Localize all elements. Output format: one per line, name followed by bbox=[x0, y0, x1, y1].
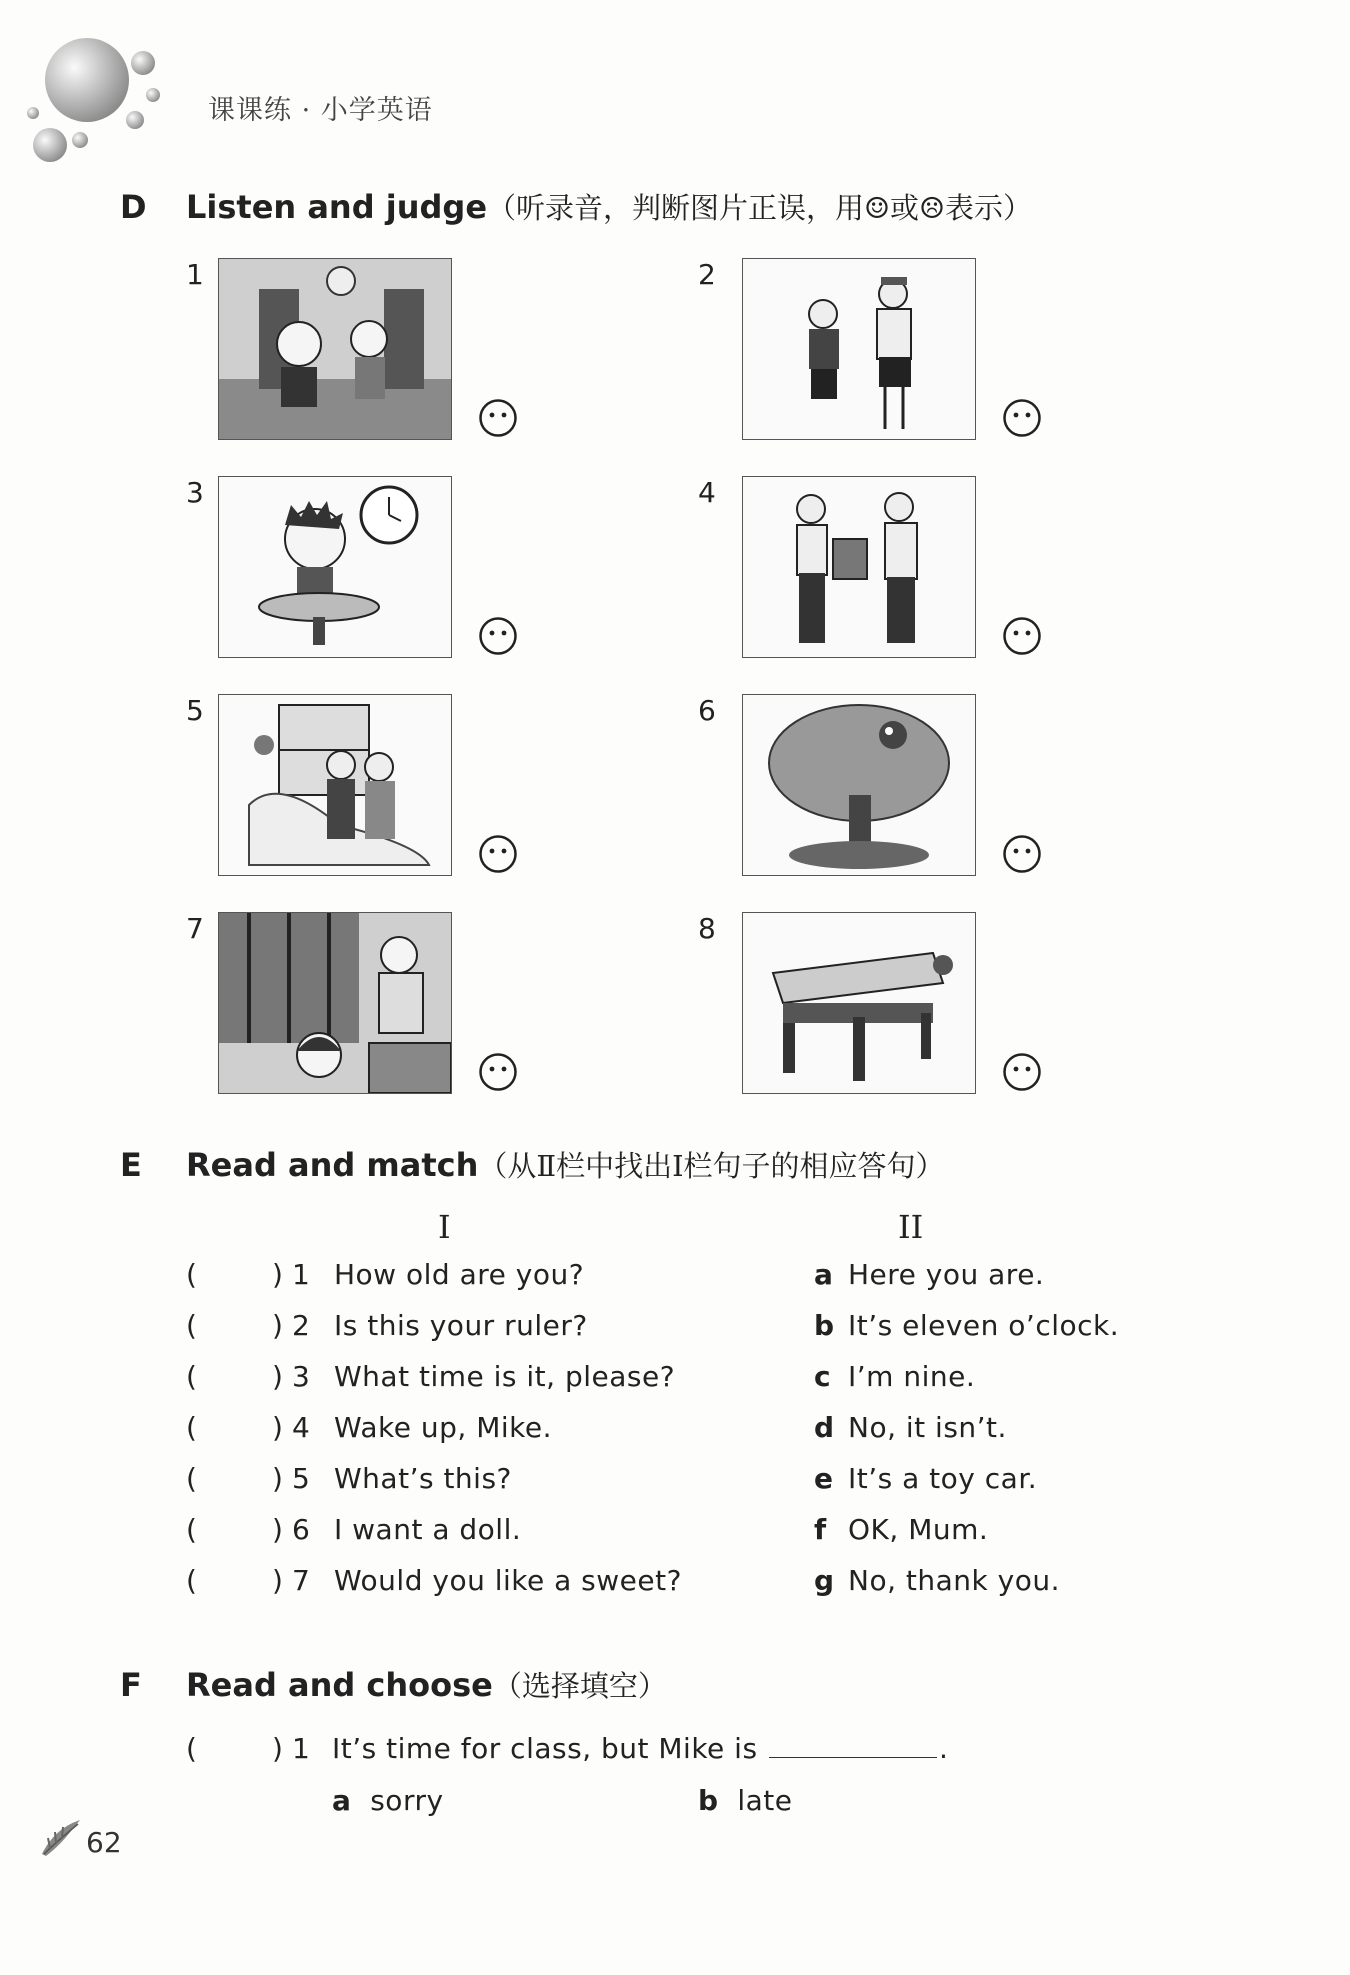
answer-text: No, it isn’t. bbox=[848, 1411, 1007, 1444]
item-number: 6 bbox=[698, 694, 716, 727]
option-text: sorry bbox=[370, 1784, 444, 1817]
face-icon[interactable] bbox=[478, 616, 518, 660]
section-d-title: Listen and judge bbox=[186, 188, 488, 226]
answer-bracket-close: ) bbox=[272, 1564, 284, 1597]
leaf-icon bbox=[40, 1818, 84, 1858]
option-letter: a bbox=[332, 1784, 352, 1817]
item-number: 1 bbox=[186, 258, 204, 291]
question-number: 7 bbox=[292, 1564, 311, 1597]
judge-picture-4 bbox=[742, 476, 976, 658]
answer-text: OK, Mum. bbox=[848, 1513, 989, 1546]
item-number: 4 bbox=[698, 476, 716, 509]
judge-picture-6 bbox=[742, 694, 976, 876]
answer-letter: g bbox=[814, 1564, 835, 1597]
option-text: late bbox=[737, 1784, 793, 1817]
face-icon[interactable] bbox=[478, 398, 518, 442]
question-text: What time is it, please? bbox=[334, 1360, 676, 1393]
section-f-title: Read and choose bbox=[186, 1666, 493, 1704]
section-e-subtitle: （从Ⅱ栏中找出Ⅰ栏句子的相应答句） bbox=[478, 1149, 945, 1183]
answer-text: No, thank you. bbox=[848, 1564, 1060, 1597]
answer-bracket-open[interactable]: ( bbox=[186, 1564, 198, 1597]
question-number: 1 bbox=[292, 1732, 311, 1765]
section-e-letter: E bbox=[120, 1146, 142, 1184]
header-title: 课课练 · 小学英语 bbox=[208, 95, 433, 126]
answer-bracket-open[interactable]: ( bbox=[186, 1309, 198, 1342]
answer-text: It’s eleven o’clock. bbox=[848, 1309, 1120, 1342]
answer-bracket-open[interactable]: ( bbox=[186, 1411, 198, 1444]
answer-letter: d bbox=[814, 1411, 835, 1444]
question-number: 5 bbox=[292, 1462, 311, 1495]
question-text: What’s this? bbox=[334, 1462, 512, 1495]
face-icon[interactable] bbox=[1002, 1052, 1042, 1096]
answer-letter: b bbox=[814, 1309, 835, 1342]
answer-bracket-close: ) bbox=[272, 1462, 284, 1495]
answer-bracket-open[interactable]: ( bbox=[186, 1360, 198, 1393]
answer-bracket-open[interactable]: ( bbox=[186, 1513, 198, 1546]
question-text: Wake up, Mike. bbox=[334, 1411, 552, 1444]
page-number: 62 bbox=[86, 1826, 122, 1859]
face-icon[interactable] bbox=[1002, 834, 1042, 878]
column-i-header: I bbox=[438, 1208, 451, 1246]
column-ii-header: II bbox=[898, 1208, 924, 1246]
judge-picture-1 bbox=[218, 258, 452, 440]
section-f-letter: F bbox=[120, 1666, 142, 1704]
answer-bracket-close: ) bbox=[272, 1309, 284, 1342]
item-number: 8 bbox=[698, 912, 716, 945]
option-letter: b bbox=[698, 1784, 719, 1817]
option-a[interactable] bbox=[332, 1784, 444, 1817]
fill-question-text: It’s time for class, but Mike is bbox=[332, 1732, 758, 1765]
face-icon[interactable] bbox=[478, 1052, 518, 1096]
question-text: I want a doll. bbox=[334, 1513, 522, 1546]
question-text: How old are you? bbox=[334, 1258, 585, 1291]
judge-picture-8 bbox=[742, 912, 976, 1094]
answer-bracket-close: ) bbox=[272, 1360, 284, 1393]
question-number: 3 bbox=[292, 1360, 311, 1393]
item-number: 7 bbox=[186, 912, 204, 945]
judge-picture-7 bbox=[218, 912, 452, 1094]
answer-text: I’m nine. bbox=[848, 1360, 976, 1393]
question-number: 2 bbox=[292, 1309, 311, 1342]
section-d-heading bbox=[186, 186, 1032, 227]
section-f-heading bbox=[186, 1664, 667, 1705]
question-text: Is this your ruler? bbox=[334, 1309, 588, 1342]
item-number: 3 bbox=[186, 476, 204, 509]
section-e-title: Read and match bbox=[186, 1146, 479, 1184]
question-number: 6 bbox=[292, 1513, 311, 1546]
answer-letter: a bbox=[814, 1258, 834, 1291]
question-text: Would you like a sweet? bbox=[334, 1564, 682, 1597]
item-number: 5 bbox=[186, 694, 204, 727]
question-number: 1 bbox=[292, 1258, 311, 1291]
section-d-subtitle: （听录音，判断图片正误，用☺或☹表示） bbox=[487, 191, 1033, 225]
answer-bracket-close: ) bbox=[272, 1732, 284, 1765]
answer-bracket-close: ) bbox=[272, 1411, 284, 1444]
face-icon[interactable] bbox=[1002, 398, 1042, 442]
face-icon[interactable] bbox=[478, 834, 518, 878]
answer-letter: f bbox=[814, 1513, 827, 1546]
judge-picture-5 bbox=[218, 694, 452, 876]
answer-bracket-close: ) bbox=[272, 1258, 284, 1291]
answer-text: It’s a toy car. bbox=[848, 1462, 1038, 1495]
answer-bracket-open[interactable]: ( bbox=[186, 1462, 198, 1495]
answer-text: Here you are. bbox=[848, 1258, 1045, 1291]
fill-blank[interactable] bbox=[769, 1733, 937, 1758]
item-number: 2 bbox=[698, 258, 716, 291]
question-number: 4 bbox=[292, 1411, 311, 1444]
answer-letter: c bbox=[814, 1360, 832, 1393]
option-b[interactable] bbox=[698, 1784, 793, 1817]
answer-letter: e bbox=[814, 1462, 834, 1495]
section-f-subtitle: （选择填空） bbox=[492, 1669, 667, 1703]
bubbles-decoration bbox=[25, 35, 175, 165]
fill-question bbox=[332, 1732, 948, 1765]
face-icon[interactable] bbox=[1002, 616, 1042, 660]
section-d-letter: D bbox=[120, 188, 147, 226]
section-e-heading bbox=[186, 1144, 945, 1185]
answer-bracket-open[interactable]: ( bbox=[186, 1258, 198, 1291]
answer-bracket-close: ) bbox=[272, 1513, 284, 1546]
judge-picture-3 bbox=[218, 476, 452, 658]
judge-picture-2 bbox=[742, 258, 976, 440]
answer-bracket-open[interactable]: ( bbox=[186, 1732, 198, 1765]
fill-question-end: . bbox=[938, 1732, 949, 1765]
